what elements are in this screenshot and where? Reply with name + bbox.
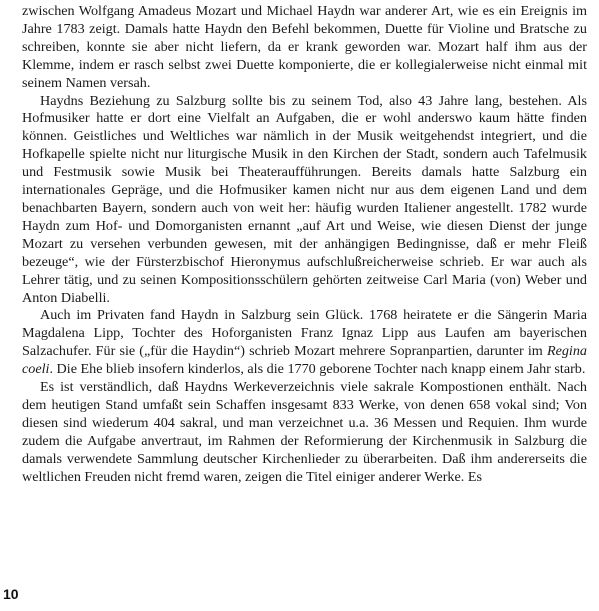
page-number: 10 bbox=[3, 586, 19, 602]
work-title-regina-coeli: Regina coeli bbox=[22, 343, 587, 378]
paragraph-salzburg-relationship: Haydns Beziehung zu Salzburg sollte bis zu seinem Tod, also 43 Jahre lang, bestehen. Als Hofmusiker hatte er dort eine Vielfalt an Aufgaben, die er wohl anderswo kaum hätte finden können. Geistliches und Weltliches war nämlich in der Musik weitgehendst integriert, und die Hofkapelle spielte nicht nur liturgische Musik in den Kirchen der Stadt, sondern auch Tafelmusik und Festmusik sowie Musik bei Theateraufführungen. Bereits damals hatte Salzburg ein internationales Gepräge, und die Hofmusiker kamen nicht nur aus dem eigenen Land und dem benachbarten Bayern, sondern auch von weit her: häufig wurden Italiener angestellt. 1782 wurde Haydn zum Hof- und Domorganisten ernannt „auf Art und Weise, wie diesen Dienst der junge Mozart zu versehen verbunden gewesen, mit der anhängigen Bedingnisse, daß er mehr Fleiß bezeuge“, wie der Fürsterzbischof Hieronymus aufschlußreicherweise schrieb. Er war auch als Lehrer tätig, und zu seinen Kompositionsschülern gehörten zeitweise Carl Maria (von) Weber und Anton Diabelli. bbox=[22, 92, 587, 306]
paragraph-works-catalogue: Es ist verständlich, daß Haydns Werkeverzeichnis viele sakrale Kompostionen enthält. Nach dem heutigen Stand umfaßt sein Schaffen insgesamt 833 Werke, von denen 658 vokal sind; Von diesen sind wiederum 404 sakral, und man verzeichnet u.a. 36 Messen und Requien. Ihm wurde zudem die Aufgabe anvertraut, im Rahmen der Reformierung der Kirchenmusik in Salzburg die damals verwendete Sammlung deutscher Kirchenlieder zu überarbeiten. Daß ihm andererseits die weltlichen Freuden nicht fremd waren, zeigen die Titel einiger anderer Werke. Es bbox=[22, 379, 587, 485]
paragraph-private-life bbox=[22, 307, 587, 379]
paragraph-mozart-duets: zwischen Wolfgang Amadeus Mozart und Michael Haydn war anderer Art, wie es ein Ereignis im Jahre 1783 zeigt. Damals hatte Haydn den Befehl bekommen, Duette für Violine und Bratsche zu schreiben, konnte sie aber nicht liefern, da er krank geworden war. Mozart half ihm aus der Klemme, indem er rasch selbst zwei Duette komponierte, die er kollegialerweise nicht einmal mit seinem Namen versah. bbox=[22, 3, 587, 91]
paragraph-private-life-start: Auch im Privaten fand Haydn in Salzburg sein Glück. 1768 heiratete er die Sängerin Maria Magdalena Lipp, Tochter des Hoforganisten Franz Ignaz Lipp aus Laufen am bayerischen Salzachufer. Für sie („für die Haydin“) schrieb Mozart mehrere Sopranpartien, darunter im bbox=[22, 307, 587, 360]
paragraph-private-life-end: . Die Ehe blieb insofern kinderlos, als die 1770 geborene Tochter nach knapp einem Jahr starb. bbox=[49, 361, 586, 378]
